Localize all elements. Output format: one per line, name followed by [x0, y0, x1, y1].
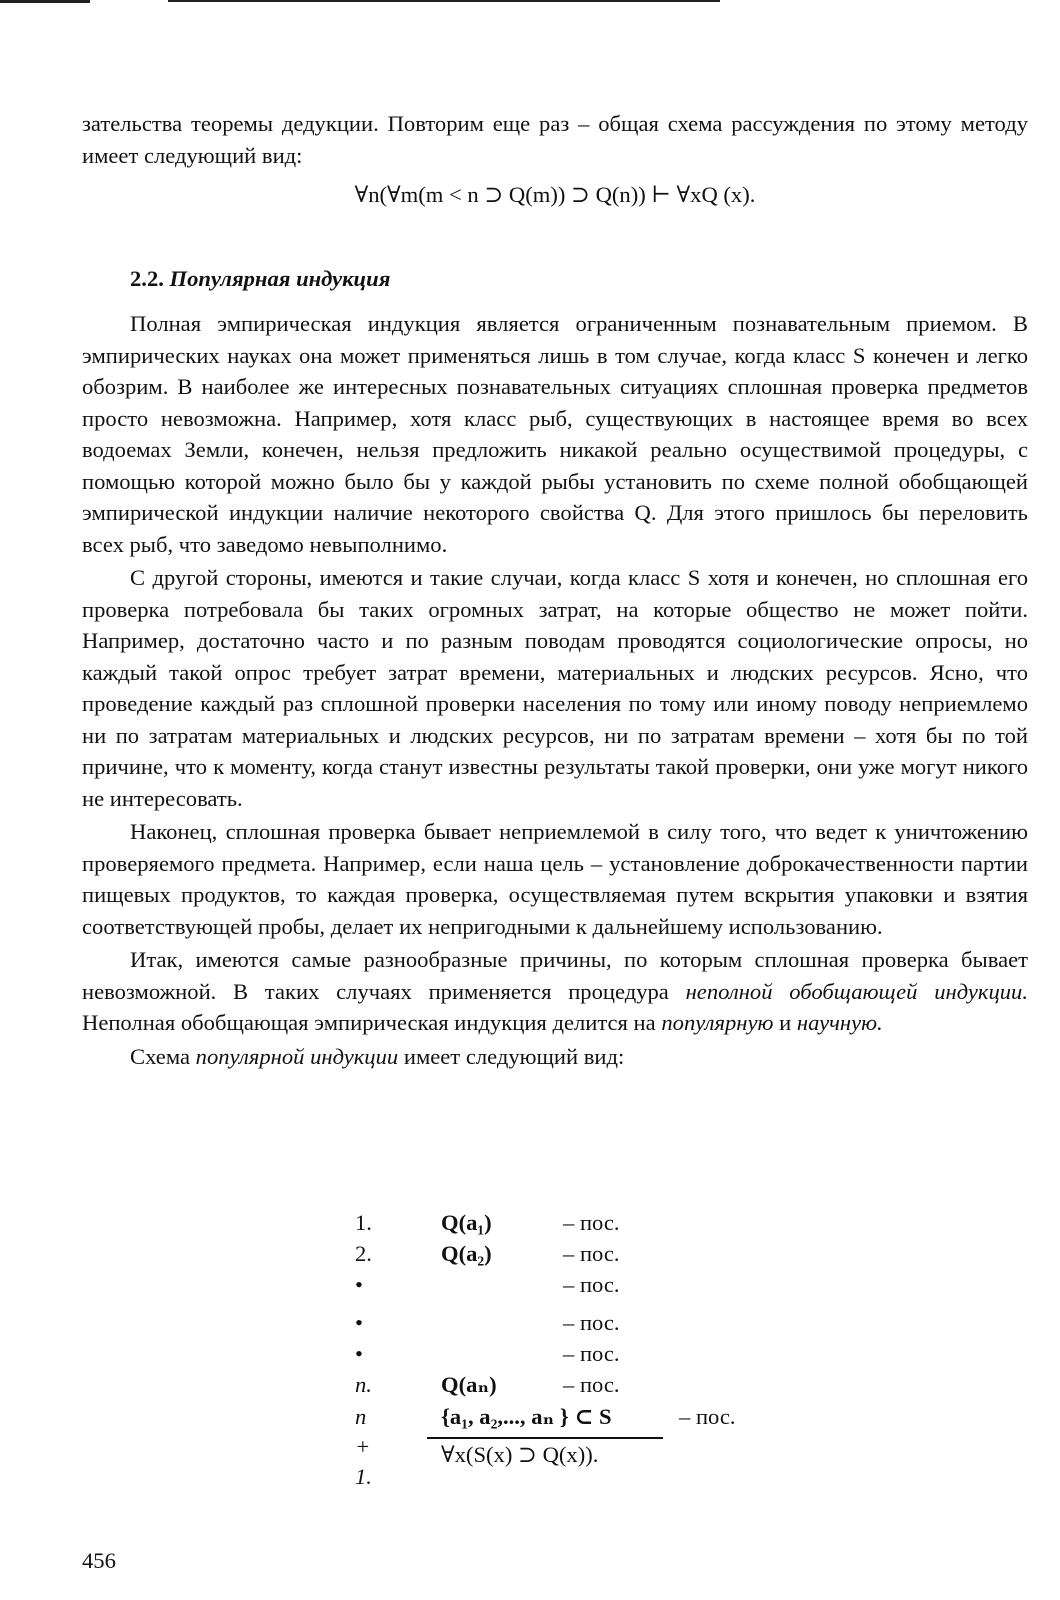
- scheme-row-number: •: [355, 1341, 363, 1366]
- paragraph-1: Полная эмпирическая индукция является ограниченным познавательным приемом. В эмпирических науках она может применяться лишь в том случае, когда класс S конечен и легко обозрим. В наиболее же интересных познавательных ситуациях сплошная проверка предметов просто невозможна. Например, хотя класс рыб, существующих в настоящее время во всех водоемах Земли, конечен, нельзя предложить никакой реально осуществимой процедуры, с помощью которой можно было бы у каждой рыбы установить по схеме полной обобщающей эмпирической индукции наличие некоторого свойства Q. Для этого пришлось бы переловить всех рыб, что заведомо невыполнимо.: [82, 311, 1028, 557]
- scheme-conclusion: ∀x(S(x) ⊃ Q(x)).: [441, 1442, 599, 1467]
- section-number: 2.2.: [130, 265, 164, 291]
- scheme-row-status: – пос.: [679, 1404, 736, 1429]
- deduction-formula: ∀n(∀m(m < n ⊃ Q(m)) ⊃ Q(n)) ⊢ ∀xQ (x).: [354, 182, 756, 207]
- page-body: [82, 108, 1028, 1072]
- scheme-row-status: – пос.: [563, 1341, 620, 1366]
- scheme-row-number: •: [355, 1272, 363, 1297]
- scheme-row-number: n.: [355, 1372, 372, 1397]
- paragraph-2: С другой стороны, имеются и такие случаи, когда класс S хотя и конечен, но сплошная его проверка потребовала бы таких огромных затрат, на которые общество не может пойти. Например, достаточно часто и по разным поводам проводятся социологические опросы, но каждый такой опрос требует затрат времени, материальных и людских ресурсов. Ясно, что проведение каждый раз сплошной проверки населения по тому или иному поводу неприемлемо ни по затратам материальных и людских ресурсов, ни по затратам времени – хотя бы по той причине, что к моменту, когда станут известны результаты такой проверки, они уже могут никого не интересовать.: [82, 565, 1028, 811]
- scheme-row-status: – пос.: [563, 1210, 620, 1235]
- scan-artifact-right: [168, 0, 720, 2]
- page-number: 456: [82, 1548, 116, 1573]
- scheme-row-formula: Q(a₁): [441, 1210, 492, 1235]
- scheme-row-number: n + 1.: [355, 1404, 372, 1489]
- scheme-row-status: – пос.: [563, 1241, 620, 1266]
- section-title: Популярная индукция: [169, 265, 391, 291]
- scheme-row-formula: Q(a₂): [441, 1241, 492, 1266]
- scheme-row-number: 1.: [355, 1210, 372, 1235]
- scheme-row-number: •: [355, 1310, 363, 1335]
- inference-line: [427, 1437, 663, 1439]
- paragraph-5: Схема популярной индукции имеет следующий вид:: [130, 1043, 625, 1069]
- section-heading: [82, 263, 1028, 295]
- paragraph-3: Наконец, сплошная проверка бывает неприемлемой в силу того, что ведет к уничтожению проверяемого предмета. Например, если наша цель – установление доброкачественности партии пищевых продуктов, то каждая проверка, осуществляемая путем вскрытия упаковки и взятия соответствующей пробы, делает их непригодными к дальнейшему использованию.: [82, 819, 1028, 939]
- scheme-row-status: – пос.: [563, 1310, 620, 1335]
- scheme-row-formula: {a₁, a₂,..., aₙ } ⊂ S: [441, 1404, 612, 1429]
- paragraph-4: Итак, имеются самые разнообразные причины, по которым сплошная проверка бывает невозможной. В таких случаях применяется процедура неполной обобщающей индукции. Неполная обобщающая эмпирическая индукция делится на популярную и научную.: [82, 947, 1028, 1035]
- scheme-row-formula: Q(aₙ): [441, 1372, 497, 1397]
- scheme-row-status: – пос.: [563, 1372, 620, 1397]
- scheme-row-status: – пос.: [563, 1272, 620, 1297]
- scheme-row-number: 2.: [355, 1241, 372, 1266]
- intro-text: зательства теоремы дедукции. Повторим еще раз – общая схема рассуждения по этому методу имеет следующий вид:: [82, 111, 1028, 168]
- scan-artifact-left: [0, 0, 90, 3]
